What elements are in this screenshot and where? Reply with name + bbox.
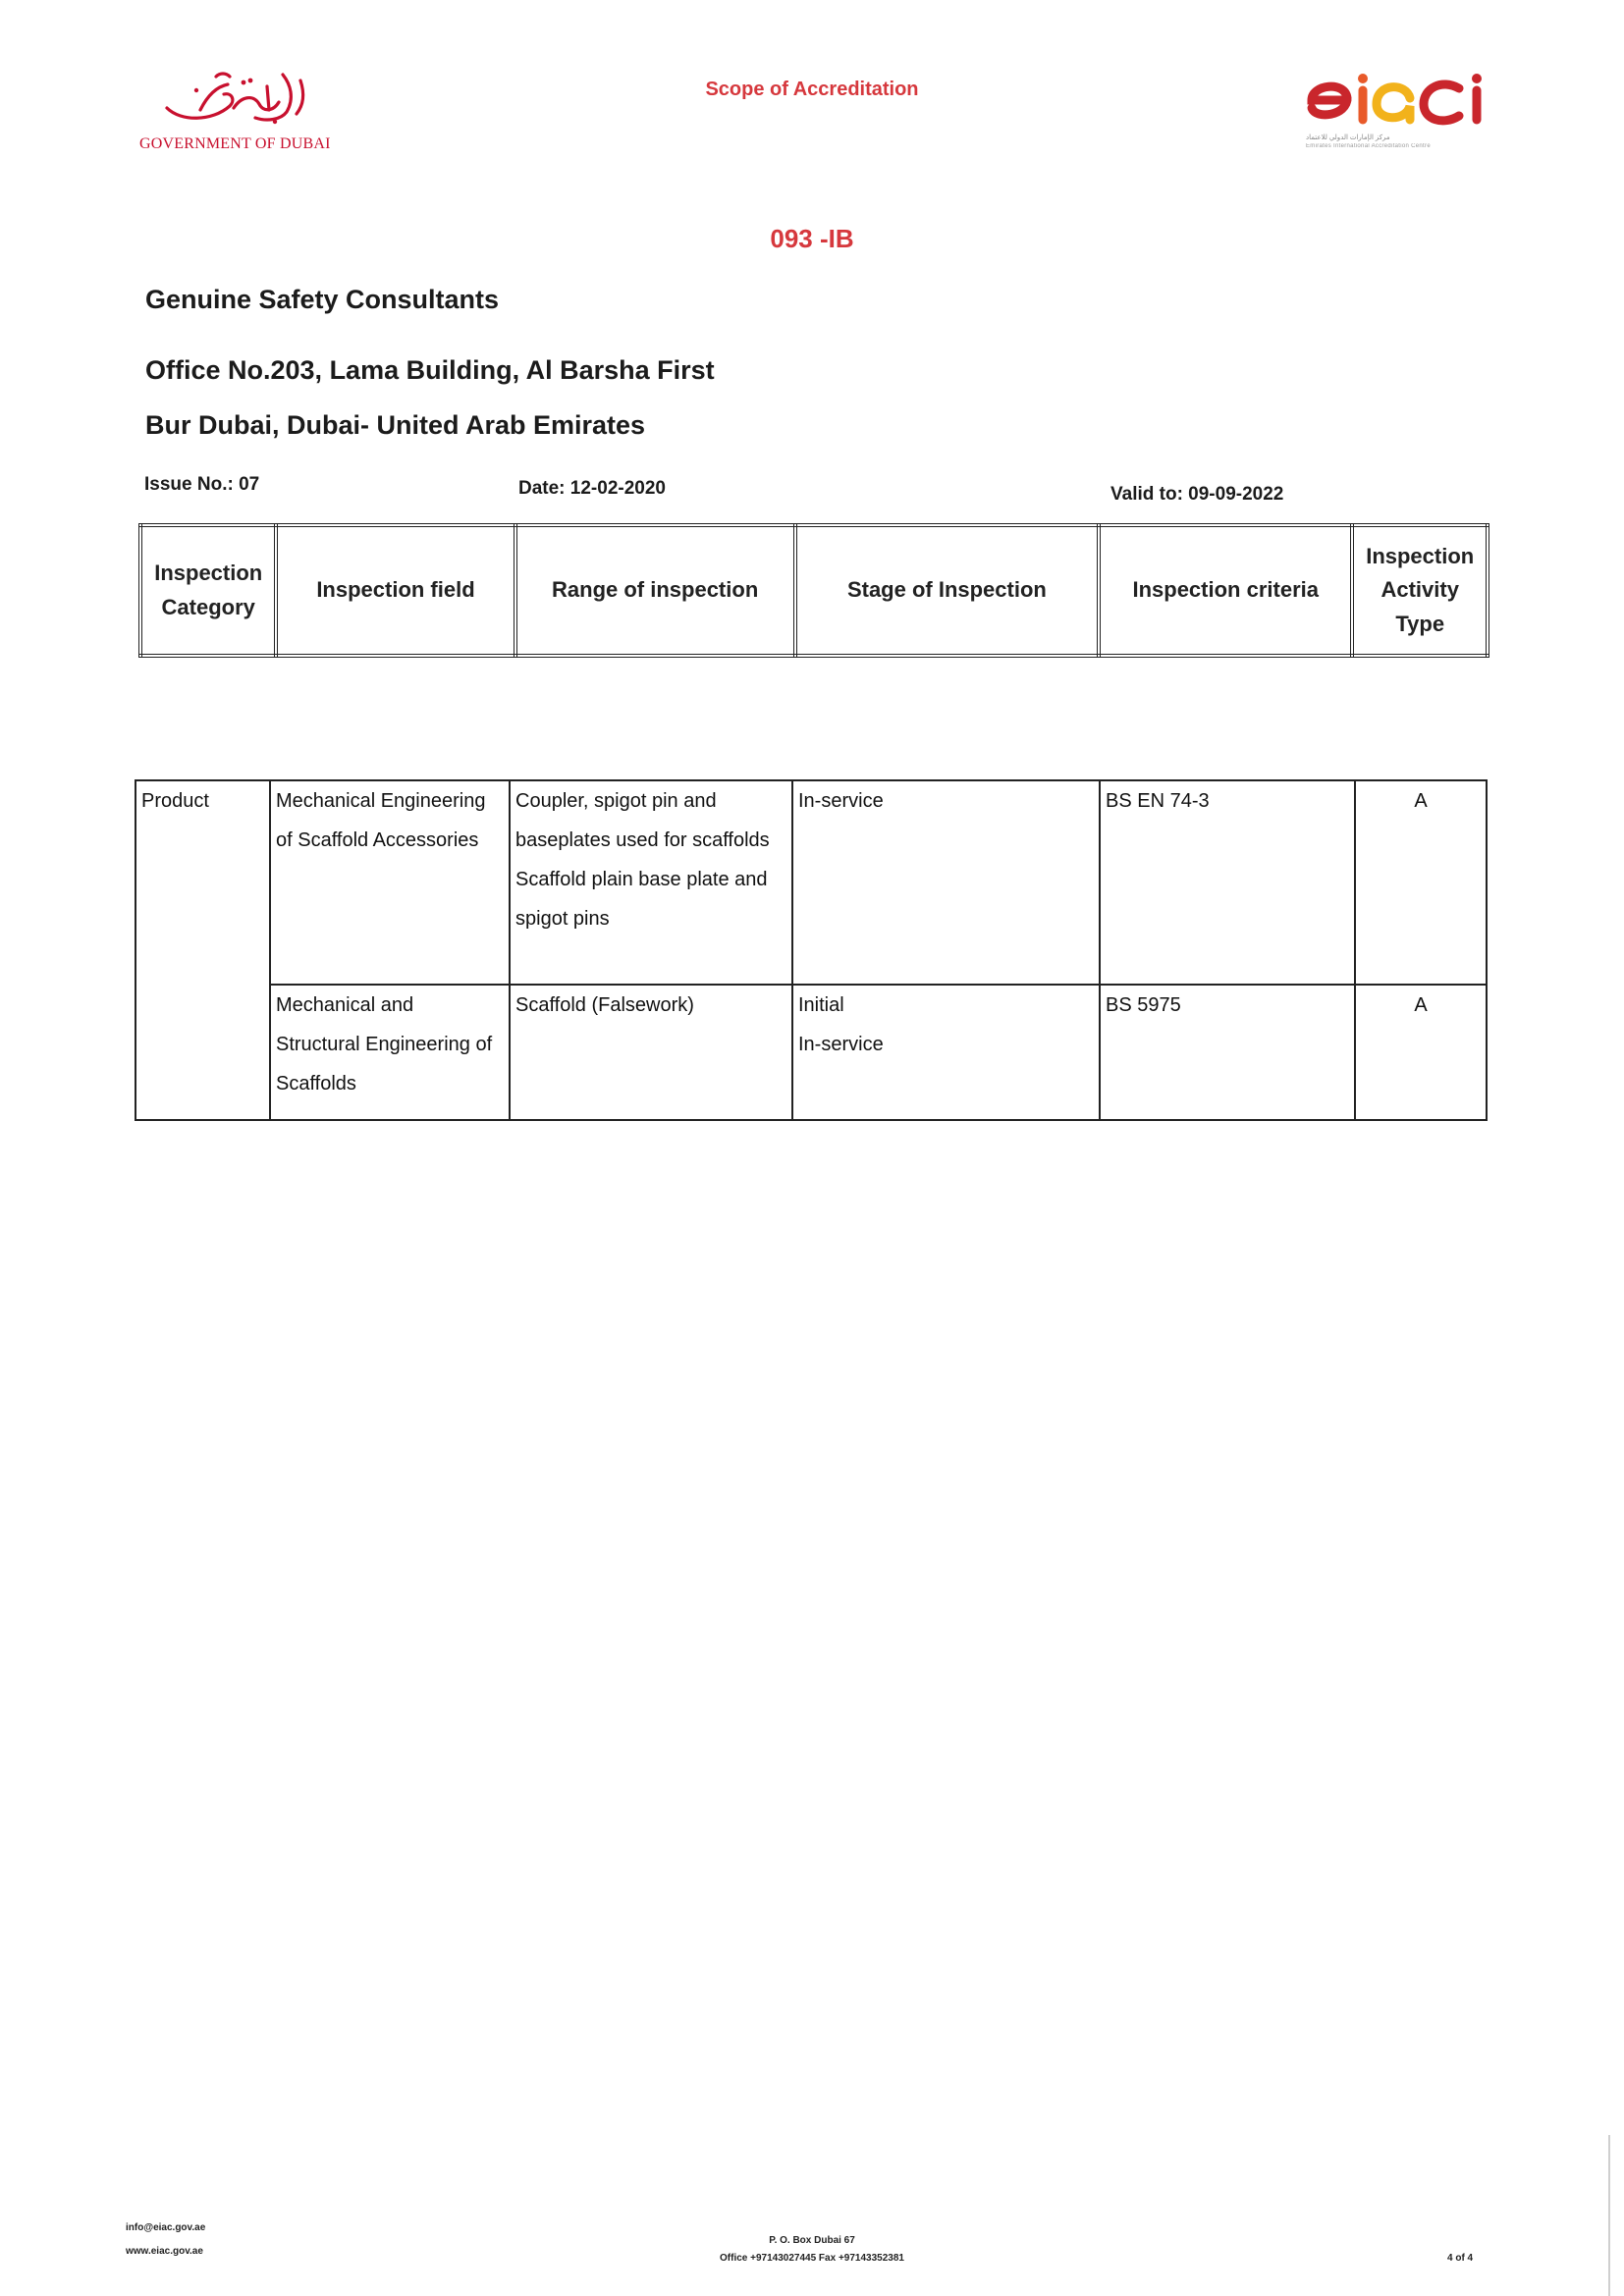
header-category-line1: Inspection <box>154 561 263 586</box>
cell-line: Mechanical Engineering <box>276 790 486 812</box>
footer-po-box: P. O. Box Dubai 67 <box>769 2235 855 2246</box>
valid-to-date: Valid to: 09-09-2022 <box>1110 484 1284 505</box>
header-activity-line2: Activity <box>1380 577 1459 603</box>
gov-logo-text: GOVERNMENT OF DUBAI <box>139 135 331 152</box>
cell-inspection-criteria: BS EN 74-3 <box>1100 780 1355 985</box>
cell-activity-type: A <box>1355 780 1487 985</box>
cell-line: Scaffolds <box>276 1073 356 1095</box>
cell-range-of-inspection <box>510 985 792 1120</box>
cell-inspection-criteria: BS 5975 <box>1100 985 1355 1120</box>
footer-website: www.eiac.gov.ae <box>126 2246 203 2257</box>
header-category-line2: Category <box>161 594 255 619</box>
scope-table-header <box>138 523 1489 658</box>
cell-inspection-field <box>270 985 510 1120</box>
eiac-tagline-arabic: مركز الإمارات الدولي للاعتماد <box>1306 134 1390 141</box>
cell-line: baseplates used for scaffolds <box>515 829 770 851</box>
cell-line: Structural Engineering of <box>276 1034 493 1055</box>
cell-line: In-service <box>798 1034 884 1055</box>
header-inspection-category <box>140 525 276 656</box>
cell-inspection-category: Product <box>135 780 270 1120</box>
header-row <box>140 525 1488 656</box>
header-activity-line3: Type <box>1395 611 1445 636</box>
issue-date: Date: 12-02-2020 <box>518 478 666 499</box>
cell-stage-of-inspection <box>792 780 1100 985</box>
cell-inspection-field <box>270 780 510 985</box>
cell-line: In-service <box>798 790 884 812</box>
header-stage-of-inspection: Stage of Inspection <box>795 525 1099 656</box>
page-number: 4 of 4 <box>1447 2253 1474 2264</box>
table-row <box>135 780 1487 985</box>
cell-line: Scaffold (Falsework) <box>515 994 694 1016</box>
eiac-wordmark-icon <box>1304 69 1500 128</box>
eiac-tagline-english: Emirates International Accreditation Centre <box>1306 143 1431 149</box>
eiac-logo-text <box>1304 69 1305 70</box>
gov-logo-script <box>137 61 138 62</box>
scan-edge-divider <box>1608 2135 1610 2296</box>
certificate-number: 093 -IB <box>770 224 854 253</box>
cell-line: Coupler, spigot pin and <box>515 790 717 812</box>
header-range-of-inspection: Range of inspection <box>515 525 795 656</box>
cell-line: Initial <box>798 994 844 1016</box>
cell-stage-of-inspection <box>792 985 1100 1120</box>
organization-name: Genuine Safety Consultants <box>145 285 500 314</box>
organization-address-line1: Office No.203, Lama Building, Al Barsha First <box>145 355 715 385</box>
cell-line: of Scaffold Accessories <box>276 829 479 851</box>
header-inspection-activity-type <box>1352 525 1488 656</box>
cell-range-of-inspection <box>510 780 792 985</box>
scope-table-body <box>135 779 1488 1121</box>
table-row <box>135 985 1487 1120</box>
header-inspection-criteria: Inspection criteria <box>1099 525 1352 656</box>
footer-email: info@eiac.gov.ae <box>126 2222 206 2233</box>
organization-address-line2: Bur Dubai, Dubai- United Arab Emirates <box>145 410 646 440</box>
cell-activity-type: A <box>1355 985 1487 1120</box>
cell-line: Mechanical and <box>276 994 414 1016</box>
issue-number: Issue No.: 07 <box>144 474 260 495</box>
cell-line: Scaffold plain base plate and <box>515 869 768 890</box>
header-inspection-field: Inspection field <box>276 525 514 656</box>
header-activity-line1: Inspection <box>1366 544 1475 569</box>
footer-phone-fax: Office +97143027445 Fax +97143352381 <box>720 2253 904 2264</box>
document-title: Scope of Accreditation <box>705 79 919 100</box>
eiac-logo <box>1304 69 1500 128</box>
cell-line: spigot pins <box>515 908 610 930</box>
